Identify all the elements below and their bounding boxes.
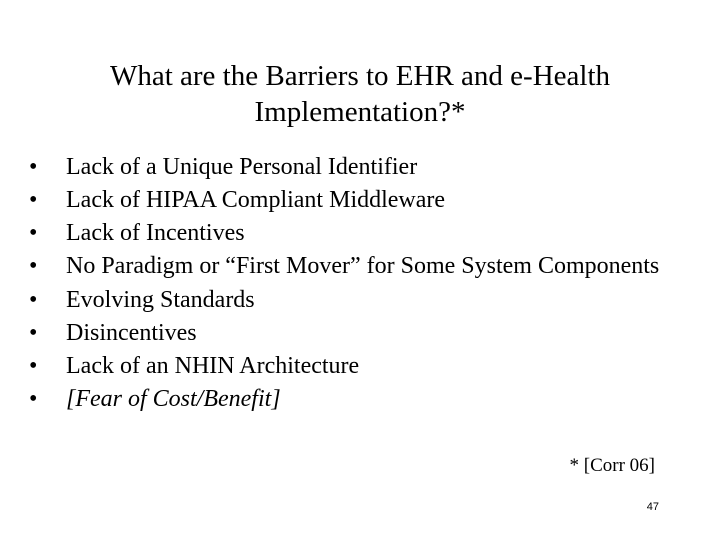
slide-title-line-2: Implementation?* [254, 96, 466, 128]
bullet-icon: • [29, 386, 38, 412]
bullet-item [29, 220, 669, 246]
bullet-text: Lack of HIPAA Compliant Middleware [66, 187, 446, 213]
slide-title-line-1: What are the Barriers to EHR and e-Health [109, 60, 611, 92]
bullet-text: Lack of Incentives [66, 220, 245, 246]
bullet-icon: • [29, 287, 38, 313]
bullet-icon: • [29, 220, 38, 246]
bullet-icon: • [29, 320, 38, 346]
bullet-item [29, 386, 669, 412]
bullet-icon: • [29, 353, 38, 379]
bullet-list [29, 154, 669, 419]
bullet-item [29, 287, 669, 313]
bullet-item [29, 320, 669, 346]
bullet-item [29, 154, 669, 180]
bullet-icon: • [29, 154, 38, 180]
bullet-item [29, 353, 669, 379]
bullet-text: No Paradigm or “First Mover” for Some System Components [66, 253, 660, 279]
footnote: * [Corr 06] [569, 455, 655, 476]
bullet-text: Lack of a Unique Personal Identifier [66, 154, 418, 180]
bullet-text: Disincentives [66, 320, 197, 346]
slide-title [60, 58, 660, 130]
page-number: 47 [646, 501, 659, 513]
bullet-text: [Fear of Cost/Benefit] [66, 386, 281, 412]
bullet-icon: • [29, 187, 38, 213]
bullet-text: Evolving Standards [66, 287, 255, 313]
bullet-item [29, 187, 669, 213]
bullet-item [29, 253, 669, 279]
bullet-icon: • [29, 253, 38, 279]
bullet-text: Lack of an NHIN Architecture [66, 353, 360, 379]
